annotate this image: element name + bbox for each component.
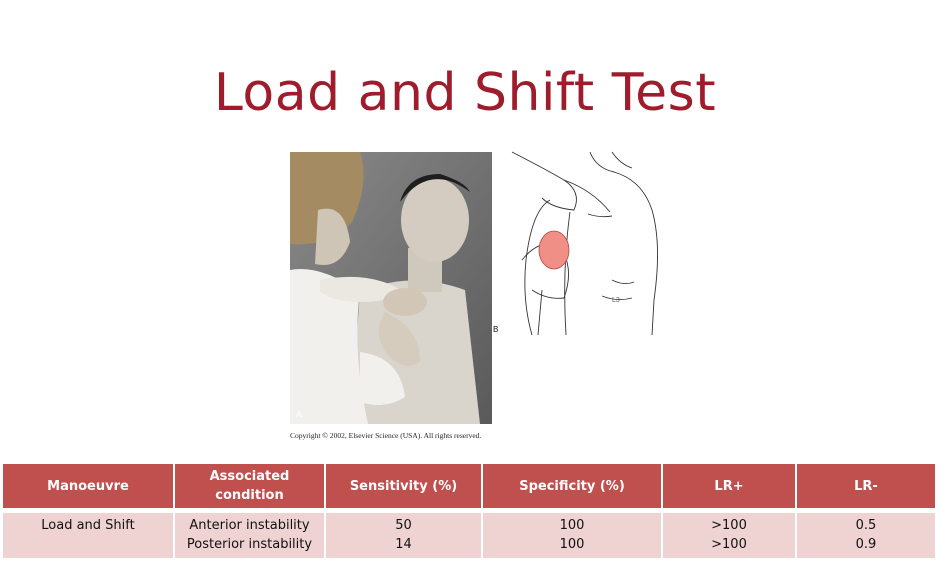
- header-lr-plus: LR+: [662, 464, 796, 511]
- header-lr-minus: LR-: [796, 464, 935, 511]
- cell-lr-plus: >100 >100: [662, 511, 796, 559]
- header-specificity: Specificity (%): [482, 464, 662, 511]
- slide-title: Load and Shift Test: [213, 62, 717, 123]
- cell-sensitivity: 50 14: [325, 511, 482, 559]
- header-sensitivity: Sensitivity (%): [325, 464, 482, 511]
- cell-lr-minus: 0.5 0.9: [796, 511, 935, 559]
- panel-a-label: A: [296, 409, 303, 419]
- header-manoeuvre: Manoeuvre: [3, 464, 174, 511]
- shoulder-sketch: [492, 150, 682, 340]
- table-header-row: [3, 464, 935, 511]
- cell-conditions: Anterior instability Posterior instability: [174, 511, 325, 559]
- panel-b-label: B: [493, 325, 499, 334]
- sketch-mark: L3: [612, 297, 620, 304]
- header-associated-condition: Associated condition: [174, 464, 325, 511]
- figure-copyright: Copyright © 2002, Elsevier Science (USA). All rights reserved.: [290, 431, 482, 440]
- shoulder-sketch-illustration: [492, 150, 682, 340]
- diagnostic-accuracy-table: [3, 464, 935, 558]
- cell-specificity: 100 100: [482, 511, 662, 559]
- table-row: [3, 511, 935, 559]
- examination-photo: [290, 152, 492, 424]
- examination-photo-illustration: [290, 152, 492, 424]
- cell-manoeuvre: Load and Shift: [3, 511, 174, 559]
